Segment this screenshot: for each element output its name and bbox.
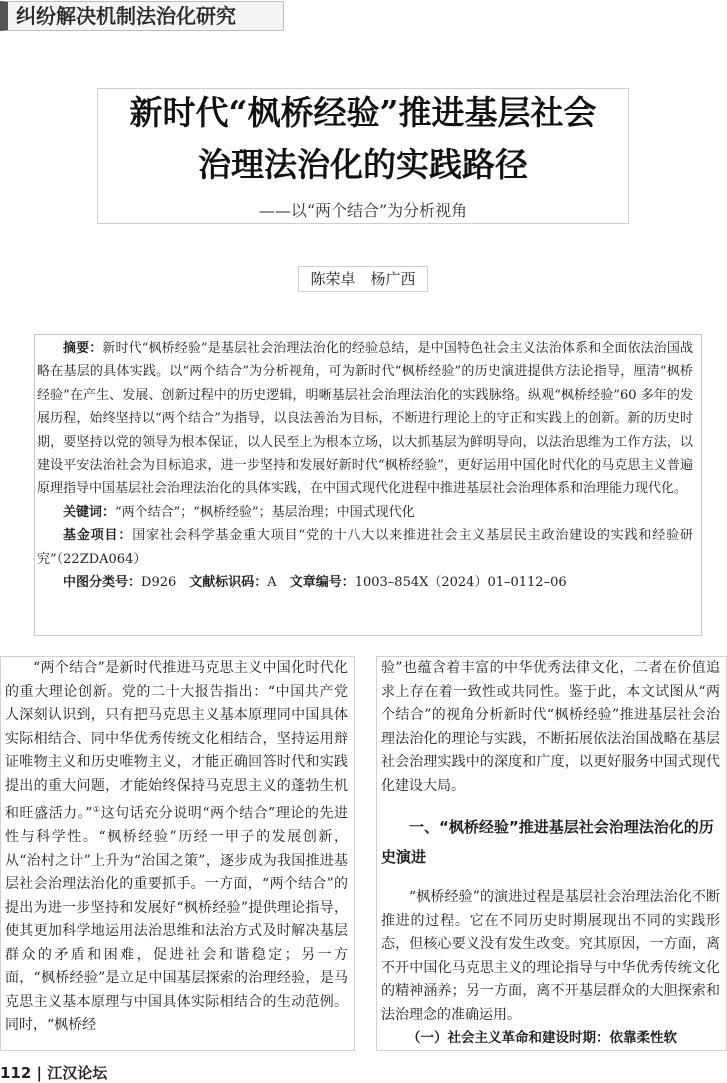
fund-line (35, 524, 701, 571)
body-paragraph (1, 657, 354, 1038)
section-heading: 一、“枫桥经验”推进基层社会治理法治化的历史演进 (381, 818, 714, 866)
journal-name: 江汉论坛 (47, 1064, 108, 1082)
subsection-heading: （一）社会主义革命和建设时期：依靠柔性软 (407, 1030, 677, 1046)
article-title-line-2: 治理法治化的实践路径 (198, 145, 528, 184)
doccode-value: A (267, 575, 277, 591)
clc-value: D926 (141, 575, 177, 591)
article-number-label: 文章编号： (289, 575, 355, 591)
footnote-marker[interactable]: ① (92, 805, 101, 814)
section-label: 纠纷解决机制法治化研究 (0, 1, 284, 31)
body-text-segment: “两个结合”是新时代推进马克思主义中国化时代化的重大理论创新。党的二十大报告指出：“中国共产党人深刻认识到，只有把马克思主义基本原理同中国具体实际相结合、同中华优秀传统文化相结合，坚持运用辩证唯物主义和历史唯物主义，才能正确回答时代和实践提出的重大问题，才能始终保持马克思主义的蓬勃生机和旺盛活力。” (5, 660, 348, 822)
keywords-line (35, 501, 701, 524)
abstract-label: 摘要： (63, 341, 103, 356)
abstract-text: 新时代“枫桥经验”是基层社会治理法治化的经验总结，是中国特色社会主义法治体系和全面依法治国战略在基层的具体实践。以“两个结合”为分析视角，可为新时代“枫桥经验”的历史演进提供方法论指导，厘清“枫桥经验”在产生、发展、创新过程中的历史逻辑，明晰基层社会治理法治化的实践脉络。纵观“枫桥经验”60 多年的发展历程，始终坚持以“两个结合”为指导，以良法善治为目标，不断进行理论上的守正和实践上的创新。新的历史时期，要坚持以党的领导为根本保证，以人民至上为根本立场，以大抓基层为鲜明导向，以法治思维为工作方法，以建设平安法治社会为目标追求，进一步坚持和发展好新时代“枫桥经验”，更好运用中国化时代化的马克思主义普遍原理指导中国基层社会治理法治化的具体实践，在中国式现代化进程中推进基层社会治理体系和治理能力现代化。 (37, 341, 693, 497)
fund-label: 基金项目： (63, 528, 133, 544)
body-text-segment: 这句话充分说明“两个结合”理论的先进性与科学性。“枫桥经验”历经一甲子的发展创新，从“治村之计”上升为“治国之策”，逐步成为我国推进基层社会治理法治化的重要抓手。一方面，“两个结合”的提出为进一步坚持和发展好“枫桥经验”提供理论指导，使其更加科学地运用法治思维和法治方式及时解决基层群众的矛盾和困难，促进社会和谐稳定；另一方面，“枫桥经验”是立足中国基层探索的治理经验，是马克思主义基本原理与中国具体实际相结合的生动范例。同时，“枫桥经 (5, 805, 348, 1034)
keywords-text: “两个结合”；“枫桥经验”；基层治理；中国式现代化 (115, 504, 415, 520)
body-column-left (0, 656, 355, 1051)
authors: 陈荣卓 杨广西 (298, 266, 428, 292)
abstract-box (34, 334, 702, 636)
keywords-label: 关键词： (63, 504, 116, 520)
page-number: 112 (0, 1064, 32, 1082)
abstract-paragraph (35, 337, 701, 501)
article-subtitle: ——以“两个结合”为分析视角 (258, 201, 468, 220)
classification-line (35, 571, 701, 594)
fund-text: 国家社会科学基金重大项目“党的十八大以来推进社会主义基层民主政治建设的实践和经验研究”（22ZDA064） (37, 528, 693, 567)
clc-label: 中图分类号： (63, 575, 142, 591)
article-number-value: 1003–854X（2024）01–0112–06 (354, 575, 567, 591)
footer-separator: | (36, 1064, 43, 1082)
page-footer (0, 1063, 140, 1083)
doccode-label: 文献标识码： (189, 575, 268, 591)
body-column-right (376, 656, 727, 1051)
article-title-line-1: 新时代“枫桥经验”推进基层社会 (129, 93, 597, 132)
body-paragraph: “枫桥经验”的演进过程是基层社会治理法治化不断推进的过程。它在不同历史时期展现出不同的实践形态，但核心要义没有发生改变。究其原因，一方面，离不开中国化马克思主义的理论指导与中华优秀传统文化的精神涵养；另一方面，离不开基层群众的大胆探索和法治理念的准确运用。 (381, 889, 720, 1023)
title-box (97, 88, 629, 224)
body-paragraph: 验”也蕴含着丰富的中华优秀法律文化，二者在价值追求上存在着一致性或共同性。鉴于此，本文试图从“两个结合”的视角分析新时代“枫桥经验”推进基层社会治理法治化的理论与实践，不断拓展依法治国战略在基层社会治理实践中的深度和广度，以更好服务中国式现代化建设大局。 (381, 660, 720, 794)
